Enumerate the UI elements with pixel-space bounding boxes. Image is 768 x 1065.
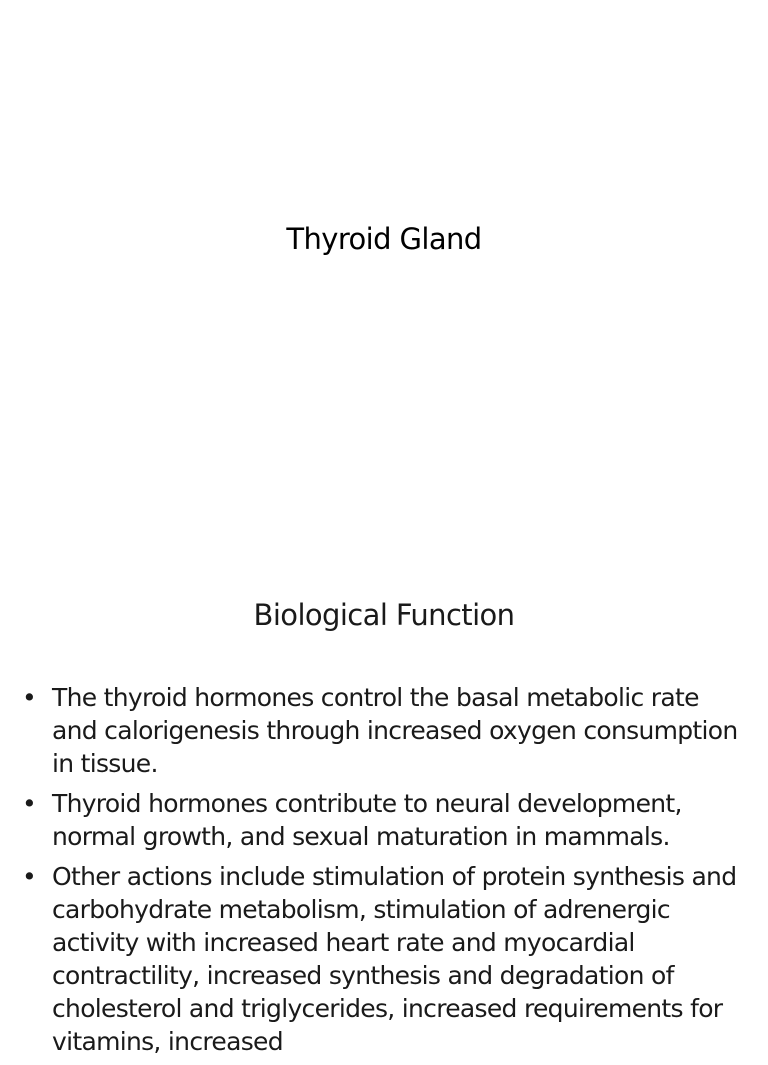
content-slide [0, 576, 768, 1056]
slide-heading: Biological Function [253, 598, 515, 632]
bullet-item [20, 787, 748, 853]
bullet-item [20, 860, 748, 1058]
bullet-dot-icon: • [22, 789, 37, 818]
bullet-text: Thyroid hormones contribute to neural development, normal growth, and sexual maturation in mammals. [52, 789, 682, 851]
slide-title: Thyroid Gland [286, 222, 482, 256]
bullet-text: The thyroid hormones control the basal metabolic rate and calorigenesis through increased oxygen consumption in tissue. [52, 683, 738, 778]
bullet-list [20, 681, 748, 1065]
bullet-dot-icon: • [22, 862, 37, 891]
bullet-item [20, 681, 748, 780]
bullet-text: Other actions include stimulation of protein synthesis and carbohydrate metabolism, stimulation of adrenergic activity with increased heart rate and myocardial contractility, increased synthesis and degradation of cholesterol and triglycerides, increased requirements for vitamins, increased [52, 862, 737, 1056]
bullet-dot-icon: • [22, 683, 37, 712]
